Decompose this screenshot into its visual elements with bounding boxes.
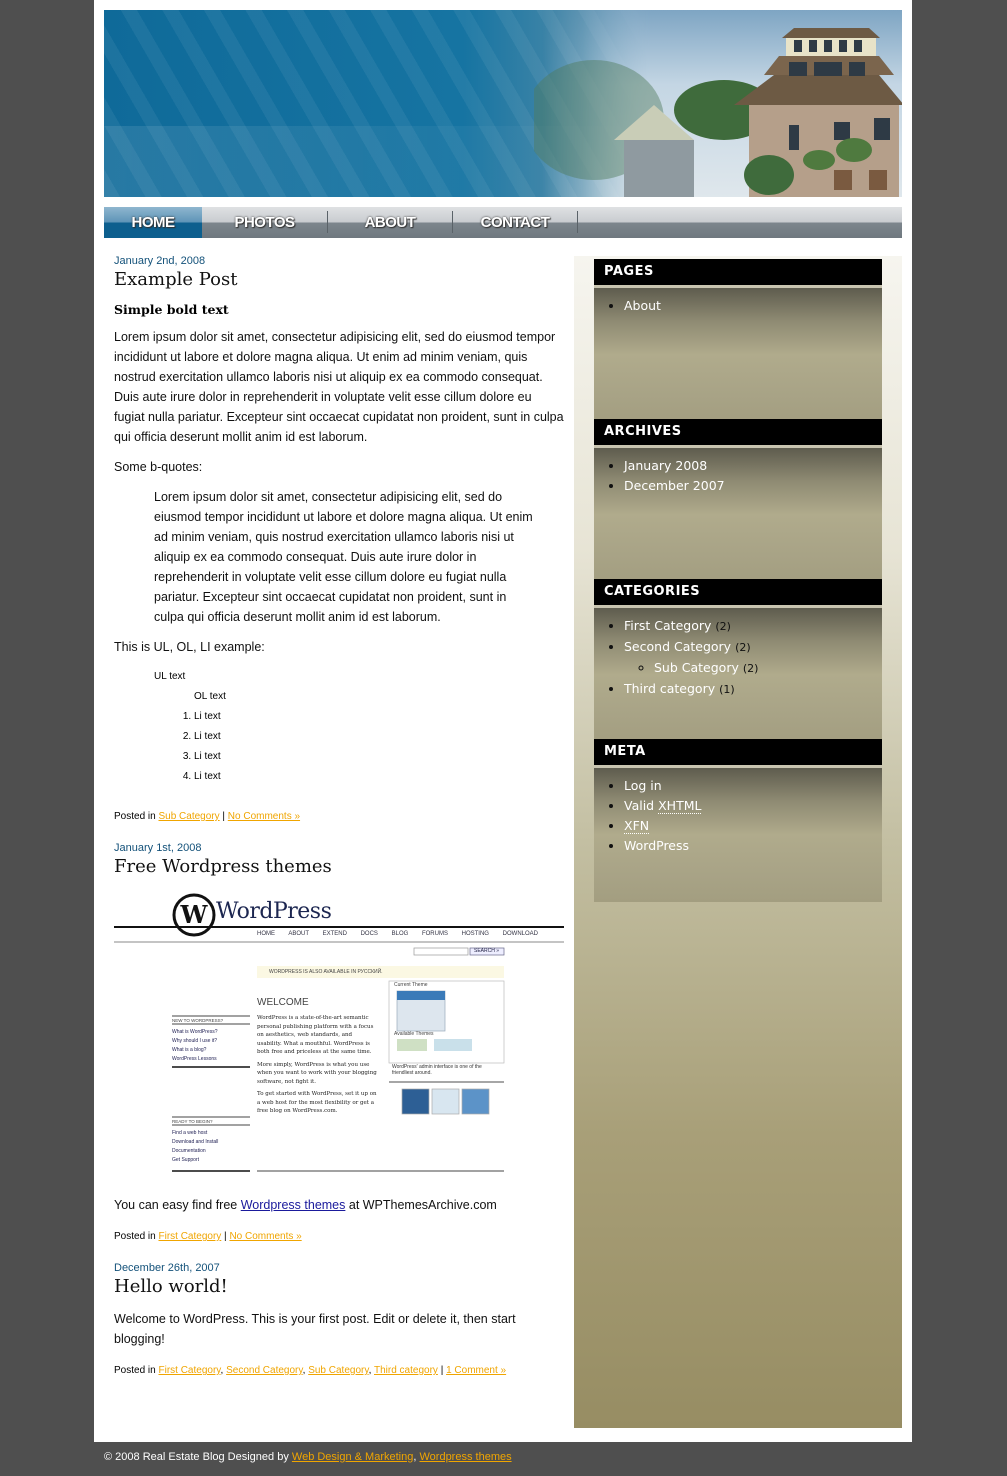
footer-link-design[interactable]: Web Design & Marketing	[291, 1451, 414, 1463]
widget-categories	[594, 579, 882, 742]
post-date: December 26th, 2007	[114, 1262, 220, 1274]
post	[114, 255, 564, 822]
category-link[interactable]: Second Category	[226, 1365, 303, 1376]
widget-archives	[594, 419, 882, 582]
post-date: January 2nd, 2008	[114, 255, 206, 267]
wp-ready-links: Find a web host Download and Install Documentation Get Support	[172, 1130, 219, 1163]
widget-title: PAGES	[594, 259, 882, 288]
widget-meta	[594, 739, 882, 902]
page-wrapper	[94, 0, 912, 1442]
widget-title: META	[594, 739, 882, 768]
posted-in-label: Posted in	[114, 811, 156, 822]
login-link[interactable]: Log in	[624, 778, 662, 793]
wp-available-themes: Available Themes	[394, 1031, 434, 1037]
xfn-link[interactable]: XFN	[624, 818, 650, 833]
wp-notice: WORDPRESS IS ALSO AVAILABLE IN РУССКИЙ.	[269, 969, 383, 975]
wp-new-heading: NEW TO WORDPRESS?	[172, 1018, 224, 1023]
ul-example	[154, 667, 564, 787]
category-link[interactable]: Third category	[624, 681, 716, 696]
widget-title: CATEGORIES	[594, 579, 882, 608]
category-link[interactable]: First Category	[624, 618, 712, 633]
ol-text: OL text	[194, 691, 226, 702]
wp-new-links: What is WordPress? Why should I use it? What is a blog? WordPress Lessons	[172, 1029, 218, 1062]
nav-about[interactable]: ABOUT	[364, 214, 416, 231]
category-count: (2)	[715, 620, 731, 633]
nav-home[interactable]: HOME	[104, 207, 202, 238]
posted-in-label: Posted in	[114, 1231, 156, 1242]
wp-caption: WordPress' admin interface is one of the friendliest around.	[392, 1064, 482, 1076]
nav-divider	[577, 211, 578, 233]
archive-link[interactable]: December 2007	[624, 478, 725, 493]
header-banner	[104, 10, 902, 197]
main-nav	[104, 207, 902, 238]
archive-link[interactable]: January 2008	[624, 458, 708, 473]
wordpress-link[interactable]: WordPress	[624, 838, 690, 853]
category-link[interactable]: Sub Category	[308, 1365, 369, 1376]
wp-search-button: SEARCH »	[474, 948, 500, 954]
wp-welcome: WELCOME	[257, 997, 309, 1008]
sidebar	[574, 256, 902, 1428]
category-link[interactable]: First Category	[158, 1365, 221, 1376]
post	[114, 842, 564, 1242]
xhtml-link[interactable]: XHTML	[658, 798, 702, 813]
category-link[interactable]: First Category	[158, 1231, 222, 1242]
footer-text: © 2008 Real Estate Blog Designed by	[104, 1451, 292, 1463]
post	[114, 1262, 564, 1376]
page-link-about[interactable]: About	[624, 298, 661, 313]
category-link[interactable]: Sub Category	[654, 660, 739, 675]
comments-link[interactable]: No Comments »	[227, 811, 301, 822]
blockquote: Lorem ipsum dolor sit amet, consectetur adipisicing elit, sed do eiusmod tempor incididunt ut labore et dolore magna aliqua. Ut enim ad minim veniam, quis nostrud exercitation ullamco laboris nisi ut aliquip ex ea commodo consequat. Duis aute irure dolor in reprehenderit in voluptate velit esse cillum dolore eu fugiat nulla pariatur. Excepteur sint occaecat cupidatat non proident, sunt in culpa qui officia deserunt mollit anim id est laborum.	[154, 490, 533, 624]
category-link[interactable]: Third category	[374, 1365, 438, 1376]
wp-intro: WordPress is a state-of-the-art semantic personal publishing platform with a focus on aesthetics, web standards, and usability. What a mouthful. WordPress is both free and priceless at the same time. More simply, WordPress is what you use when you want to work with your blogging software, not fight it. To get started with WordPress, set it up on a web host for the most flexibility or get a free blog on WordPress.com.	[257, 1015, 377, 1114]
posted-in-label: Posted in	[114, 1365, 156, 1376]
wordpress-screenshot-image	[114, 889, 564, 1179]
post-meta: Posted in First Category | No Comments »	[114, 1231, 302, 1242]
ordered-list	[154, 707, 564, 787]
widget-pages	[594, 259, 882, 422]
post-meta: Posted in Sub Category | No Comments »	[114, 811, 301, 822]
comments-link[interactable]: No Comments »	[229, 1231, 302, 1242]
post-date: January 1st, 2008	[114, 842, 202, 854]
post-meta: Posted in First Category, Second Category, Sub Category, Third category | 1 Comment »	[114, 1365, 507, 1376]
post-paragraph: Lorem ipsum dolor sit amet, consectetur adipisicing elit, sed do eiusmod tempor incididunt ut labore et dolore magna aliqua. Ut enim ad minim veniam, quis nostrud exercitation ullamco laboris nisi ut aliquip ex ea commodo consequat. Duis aute irure dolor in reprehenderit in voluptate velit esse cillum dolore eu fugiat nulla pariatur. Excepteur sint occaecat cupidatat non proident, sunt in culpa qui officia deserunt mollit anim id est laborum.	[114, 330, 564, 444]
list-intro: This is UL, OL, LI example:	[114, 640, 265, 654]
post-paragraph: You can easy find free Wordpress themes at WPThemesArchive.com	[114, 1198, 497, 1212]
wp-nav: HOME ABOUT EXTEND DOCS BLOG FORUMS HOSTING DOWNLOAD	[257, 931, 538, 937]
wordpress-themes-link[interactable]: Wordpress themes	[240, 1198, 346, 1212]
footer: © 2008 Real Estate Blog Designed by Web Design & Marketing, Wordpress themes	[104, 1451, 512, 1463]
category-link[interactable]: Second Category	[624, 639, 732, 654]
wp-current-theme: Current Theme	[394, 982, 428, 988]
svg-text:W: W	[180, 900, 208, 929]
post-paragraph: Welcome to WordPress. This is your first post. Edit or delete it, then start blogging!	[114, 1312, 516, 1346]
house-image	[534, 10, 902, 197]
wordpress-logo-text: WordPress	[216, 899, 332, 924]
list-item: 3. Li text	[194, 747, 564, 767]
post-bold-text: Simple bold text	[114, 302, 229, 317]
comments-link[interactable]: 1 Comment »	[446, 1365, 507, 1376]
list-item: 2. Li text	[194, 727, 564, 747]
post-title[interactable]: Free Wordpress themes	[114, 856, 332, 877]
category-link[interactable]: Sub Category	[158, 811, 220, 822]
category-count: (2)	[735, 641, 751, 654]
list-item: 1. Li text	[194, 707, 564, 727]
bquote-intro: Some b-quotes:	[114, 460, 203, 474]
post-title[interactable]: Example Post	[114, 269, 238, 290]
footer-link-themes[interactable]: Wordpress themes	[419, 1451, 512, 1463]
category-count: (1)	[719, 683, 735, 696]
widget-title: ARCHIVES	[594, 419, 882, 448]
nav-contact[interactable]: CONTACT	[480, 214, 550, 231]
post-title[interactable]: Hello world!	[114, 1276, 228, 1297]
wp-ready-heading: READY TO BEGIN?	[172, 1119, 213, 1124]
ul-text: UL text	[154, 671, 186, 682]
main-content	[114, 255, 564, 1396]
valid-label: Valid	[624, 798, 659, 813]
nav-photos[interactable]: PHOTOS	[234, 214, 295, 231]
list-item: 4. Li text	[194, 767, 564, 787]
category-count: (2)	[742, 662, 759, 675]
